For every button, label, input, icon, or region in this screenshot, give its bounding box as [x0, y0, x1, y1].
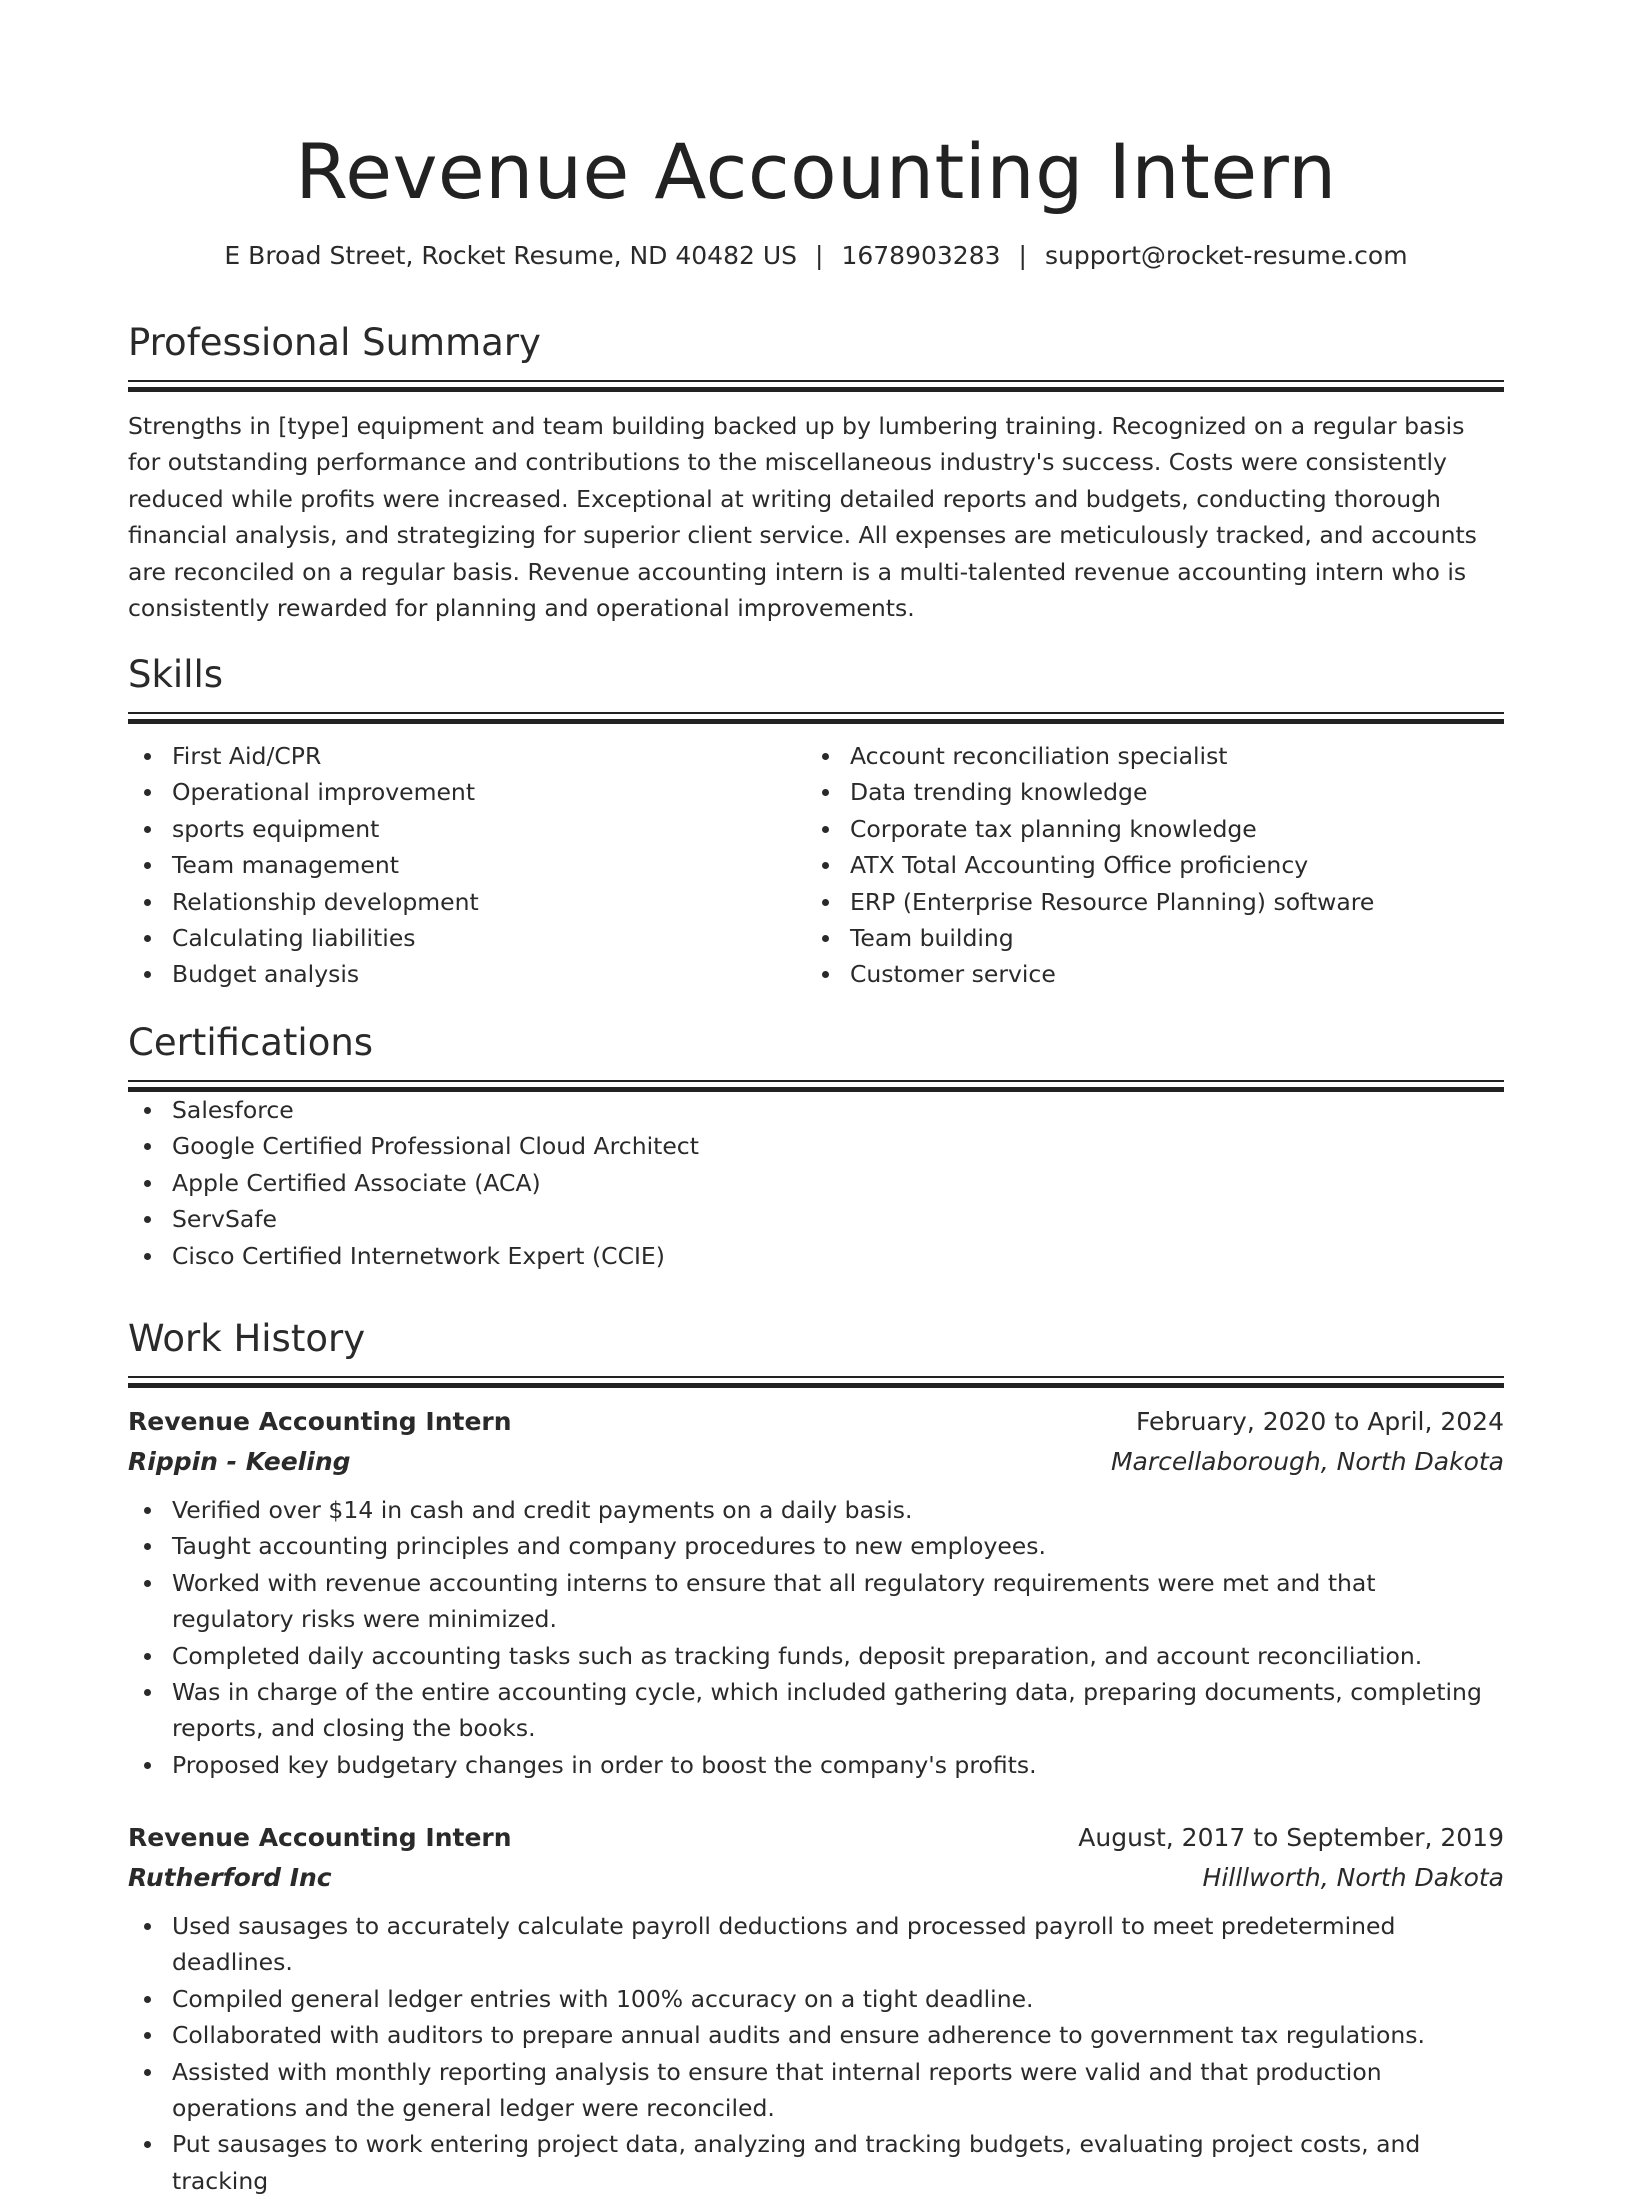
job-duty-item: Collaborated with auditors to prepare annual audits and ensure adherence to government tax regulations. — [128, 2017, 1504, 2053]
job-company: Rutherford Inc — [128, 1863, 332, 1892]
job-location: Hilllworth, North Dakota — [1202, 1863, 1504, 1892]
job-duty-item: Worked with revenue accounting interns to ensure that all regulatory requirements were met and that regulatory risks were minimized. — [128, 1565, 1504, 1638]
skill-item: Corporate tax planning knowledge — [806, 811, 1484, 847]
job-title: Revenue Accounting Intern — [128, 1823, 512, 1852]
skill-item: Data trending knowledge — [806, 774, 1484, 810]
job-header-row — [128, 1818, 1504, 1858]
section-title-work-history: Work History — [128, 1317, 366, 1360]
summary-text: Strengths in [type] equipment and team building backed up by lumbering training. Recognized on a regular basis for outstanding performance and contributions to the miscellaneous industry's success. Costs were consistently reduced while profits were increased. Exceptional at writing detailed reports and budgets, conducting thorough financial analysis, and strategizing for superior client service. All expenses are meticulously tracked, and accounts are reconciled on a regular basis. Revenue accounting intern is a multi-talented revenue accounting intern who is consistently rewarded for planning and operational improvements. — [128, 412, 1477, 623]
job-company-row — [128, 1442, 1504, 1482]
skill-item: First Aid/CPR — [128, 738, 806, 774]
section-title-certifications: Certifications — [128, 1021, 374, 1064]
skill-item: Operational improvement — [128, 774, 806, 810]
certifications-list — [128, 1092, 1504, 1274]
section-title-skills: Skills — [128, 653, 224, 696]
skills-section — [128, 650, 1504, 993]
skill-item: Relationship development — [128, 884, 806, 920]
skills-list-right — [806, 738, 1484, 993]
contact-separator: | — [1018, 241, 1027, 270]
job-duties-list — [128, 1908, 1504, 2199]
job-entry — [128, 1402, 1504, 1783]
skills-columns — [128, 738, 1504, 993]
job-duty-item: Put sausages to work entering project data, analyzing and tracking budgets, evaluating project costs, and tracking — [128, 2126, 1504, 2199]
job-duty-item: Compiled general ledger entries with 100% accuracy on a tight deadline. — [128, 1981, 1504, 2017]
job-duty-item: Verified over $14 in cash and credit payments on a daily basis. — [128, 1492, 1504, 1528]
skill-item: Team management — [128, 847, 806, 883]
job-dates: August, 2017 to September, 2019 — [1078, 1823, 1504, 1852]
job-entry — [128, 1818, 1504, 2199]
job-title: Revenue Accounting Intern — [128, 1407, 512, 1436]
section-divider — [128, 712, 1504, 724]
contact-phone: 1678903283 — [841, 241, 1001, 270]
contact-address: E Broad Street, Rocket Resume, ND 40482 US — [224, 241, 798, 270]
job-duty-item: Assisted with monthly reporting analysis to ensure that internal reports were valid and that production operations and the general ledger were reconciled. — [128, 2054, 1504, 2127]
candidate-name: Revenue Accounting Intern — [295, 127, 1337, 216]
job-duty-item: Used sausages to accurately calculate payroll deductions and processed payroll to meet predetermined deadlines. — [128, 1908, 1504, 1981]
job-duties-list — [128, 1492, 1504, 1783]
job-company-row — [128, 1858, 1504, 1898]
section-divider — [128, 1376, 1504, 1388]
job-location: Marcellaborough, North Dakota — [1110, 1447, 1504, 1476]
skill-item: Account reconciliation specialist — [806, 738, 1484, 774]
contact-separator: | — [815, 241, 824, 270]
skill-item: ERP (Enterprise Resource Planning) software — [806, 884, 1484, 920]
certifications-section — [128, 1018, 1504, 1274]
section-divider — [128, 1080, 1504, 1092]
skills-list-left — [128, 738, 806, 993]
skill-item: Customer service — [806, 956, 1484, 992]
section-title-summary: Professional Summary — [128, 321, 541, 364]
summary-section — [128, 318, 1504, 626]
job-duty-item: Was in charge of the entire accounting cycle, which included gathering data, preparing documents, completing reports, and closing the books. — [128, 1674, 1504, 1747]
work-history-section — [128, 1314, 1504, 1388]
certification-item: Salesforce — [128, 1092, 1504, 1128]
job-company: Rippin - Keeling — [128, 1447, 351, 1476]
certification-item: Apple Certified Associate (ACA) — [128, 1165, 1504, 1201]
skill-item: Calculating liabilities — [128, 920, 806, 956]
skill-item: Team building — [806, 920, 1484, 956]
section-divider — [128, 380, 1504, 392]
job-header-row — [128, 1402, 1504, 1442]
certification-item: ServSafe — [128, 1201, 1504, 1237]
job-duty-item: Taught accounting principles and company procedures to new employees. — [128, 1528, 1504, 1564]
contact-email[interactable]: support@rocket-resume.com — [1044, 241, 1408, 270]
certification-item: Cisco Certified Internetwork Expert (CCIE) — [128, 1238, 1504, 1274]
job-duty-item: Proposed key budgetary changes in order to boost the company's profits. — [128, 1747, 1504, 1783]
job-duty-item: Completed daily accounting tasks such as tracking funds, deposit preparation, and account reconciliation. — [128, 1638, 1504, 1674]
contact-line — [128, 238, 1504, 274]
certification-item: Google Certified Professional Cloud Architect — [128, 1128, 1504, 1164]
skill-item: ATX Total Accounting Office proficiency — [806, 847, 1484, 883]
skill-item: Budget analysis — [128, 956, 806, 992]
skill-item: sports equipment — [128, 811, 806, 847]
job-dates: February, 2020 to April, 2024 — [1136, 1407, 1504, 1436]
